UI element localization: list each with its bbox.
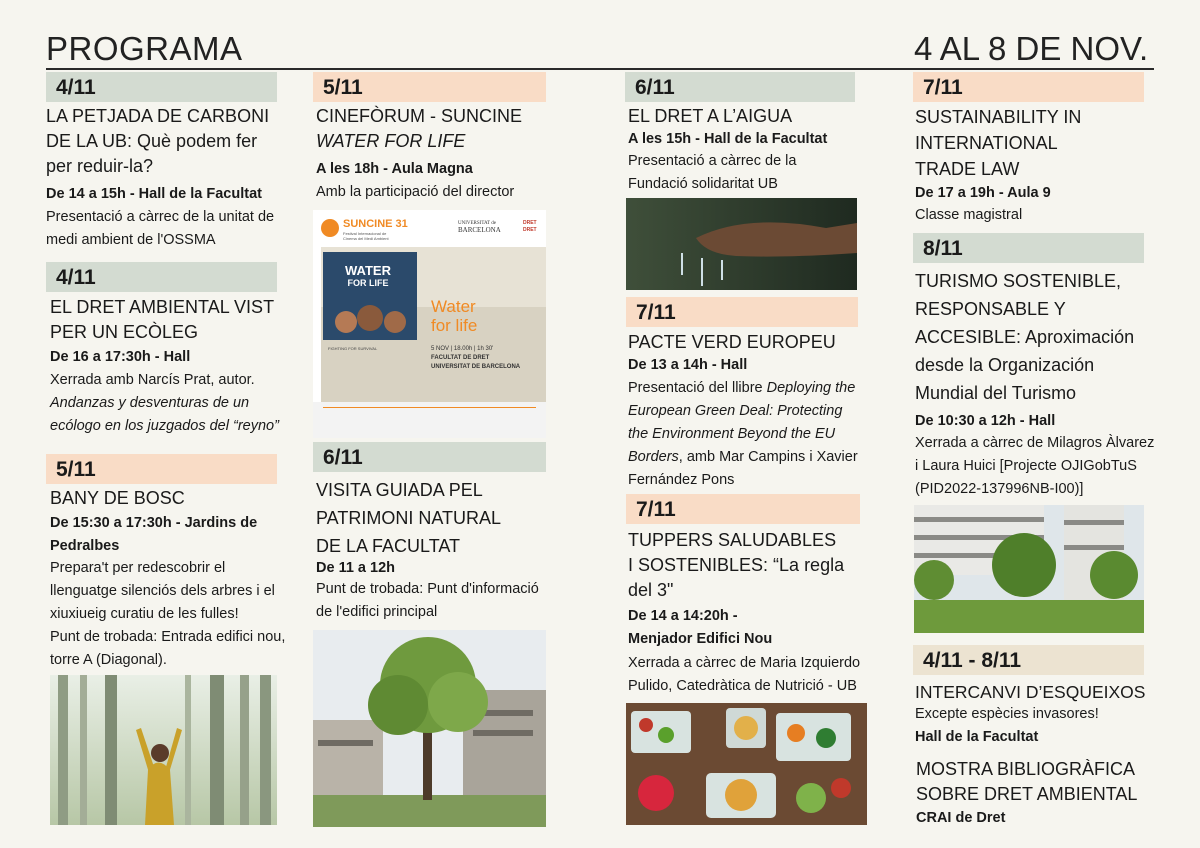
event-description: Presentació a càrrec de la unitat de medi ambient de l'OSSMA bbox=[46, 209, 275, 248]
event-title: BANY DE BOSC bbox=[50, 488, 185, 508]
date-band: 7/11 bbox=[913, 72, 1144, 102]
event-time: De 10:30 a 12h - Hall bbox=[915, 413, 1056, 429]
event-title: MOSTRA BIBLIOGRÀFICA SOBRE DRET AMBIENTAL bbox=[916, 759, 1138, 804]
water-hands-photo bbox=[626, 198, 857, 290]
date-band: 5/11 bbox=[313, 72, 546, 102]
university-logo: UNIVERSITAT de BARCELONA bbox=[458, 221, 501, 234]
event-time: De 16 a 17:30h - Hall bbox=[50, 349, 191, 365]
event-description: Xerrada amb Narcís Prat, autor. Andanzas y desventuras de un ecólogo en los juzgados del “reyno” bbox=[50, 372, 279, 434]
event-place: Hall de la Facultat bbox=[915, 729, 1039, 745]
date-band: 7/11 bbox=[626, 494, 860, 524]
event-title: CINEFÒRUM - SUNCINE WATER FOR LIFE bbox=[316, 106, 522, 151]
event-description: Xerrada a càrrec de Maria Izquierdo Pulido, Catedràtica de Nutrició - UB bbox=[628, 655, 861, 694]
event-time: De 17 a 19h - Aula 9 bbox=[915, 185, 1051, 201]
date-band: 4/11 bbox=[46, 262, 277, 292]
event-description: Presentació a càrrec de la Fundació solidaritat UB bbox=[628, 153, 797, 192]
forest-photo bbox=[50, 675, 277, 825]
date-band: 6/11 bbox=[313, 442, 546, 472]
campus-building-photo bbox=[914, 505, 1144, 633]
film-poster bbox=[313, 210, 546, 438]
event-title: EL DRET A L’AIGUA bbox=[628, 106, 793, 126]
date-band: 8/11 bbox=[913, 233, 1144, 263]
lunchbox-photo bbox=[626, 703, 867, 825]
event-time: De 13 a 14h - Hall bbox=[628, 357, 748, 373]
poster-tagline: FIGHTING FOR SURVIVAL bbox=[328, 346, 378, 351]
event-title: INTERCANVI D’ESQUEIXOS bbox=[915, 682, 1146, 702]
event-note: Excepte espècies invasores! bbox=[915, 706, 1099, 722]
header-divider bbox=[46, 68, 1154, 70]
event-description: Punt de trobada: Punt d'informació de l'edifici principal bbox=[316, 581, 539, 620]
event-description: Amb la participació del director bbox=[316, 184, 515, 200]
date-band: 4/11 - 8/11 bbox=[913, 645, 1144, 675]
poster-brand-subtitle: Festival Internacional de Cinema del Medi Ambient bbox=[343, 231, 389, 241]
date-band: 7/11 bbox=[626, 297, 858, 327]
page-title: PROGRAMA bbox=[46, 30, 243, 67]
event-title: TUPPERS SALUDABLES I SOSTENIBLES: “La regla del 3" bbox=[628, 530, 845, 600]
date-band: 6/11 bbox=[625, 72, 855, 102]
courtyard-photo bbox=[313, 630, 546, 827]
event-place: CRAI de Dret bbox=[916, 810, 1006, 826]
event-description: Classe magistral bbox=[915, 207, 1023, 223]
event-time: De 14 a 14:20h - Menjador Edifici Nou bbox=[628, 608, 773, 647]
event-title: SUSTAINABILITY IN INTERNATIONAL TRADE LAW bbox=[915, 107, 1082, 179]
event-title: LA PETJADA DE CARBONI DE LA UB: Què podem fer per reduir-la? bbox=[46, 106, 270, 176]
event-time: A les 18h - Aula Magna bbox=[316, 161, 473, 177]
poster-headline: Water for life bbox=[431, 297, 478, 335]
event-title: EL DRET AMBIENTAL VIST PER UN ECÒLEG bbox=[50, 297, 275, 342]
dret-logo: DRET DRET bbox=[523, 220, 537, 233]
event-time: De 15:30 a 17:30h - Jardins de Pedralbes bbox=[50, 515, 258, 554]
event-time: De 14 a 15h - Hall de la Facultat bbox=[46, 186, 262, 202]
event-description: Xerrada a càrrec de Milagros Àlvarez i Laura Huici [Projecte OJIGobTuS (PID2022-137996NB-I00)] bbox=[915, 435, 1155, 497]
event-description: Prepara't per redescobrir el llenguatge silenciós dels arbres i el xiuxiueig curatiu de les fulles! Punt de trobada: Entrada edifici nou, torre A (Diagonal). bbox=[50, 560, 286, 668]
film-title: WATER FOR LIFE bbox=[345, 263, 391, 288]
date-band: 4/11 bbox=[46, 72, 277, 102]
date-band: 5/11 bbox=[46, 454, 277, 484]
page-dates: 4 AL 8 DE NOV. bbox=[914, 30, 1149, 67]
event-time: A les 15h - Hall de la Facultat bbox=[628, 131, 828, 147]
event-title: VISITA GUIADA PEL PATRIMONI NATURAL DE LA FACULTAT bbox=[316, 480, 502, 556]
poster-brand: SUNCINE 31 bbox=[343, 218, 408, 230]
event-title: TURISMO SOSTENIBLE, RESPONSABLE Y ACCESIBLE: Aproximación desde la Organización Mundial del Turismo bbox=[915, 271, 1135, 403]
event-title: PACTE VERD EUROPEU bbox=[628, 332, 836, 352]
poster-info: 5 NOV | 18.00h | 1h 30' FACULTAT DE DRET UNIVERSITAT DE BARCELONA bbox=[431, 346, 521, 370]
event-description: Presentació del llibre Deploying the European Green Deal: Protecting the Environment Beyond the EU Borders, amb Mar Campins i Xavier Fernández Pons bbox=[628, 380, 858, 488]
event-time: De 11 a 12h bbox=[316, 560, 395, 576]
